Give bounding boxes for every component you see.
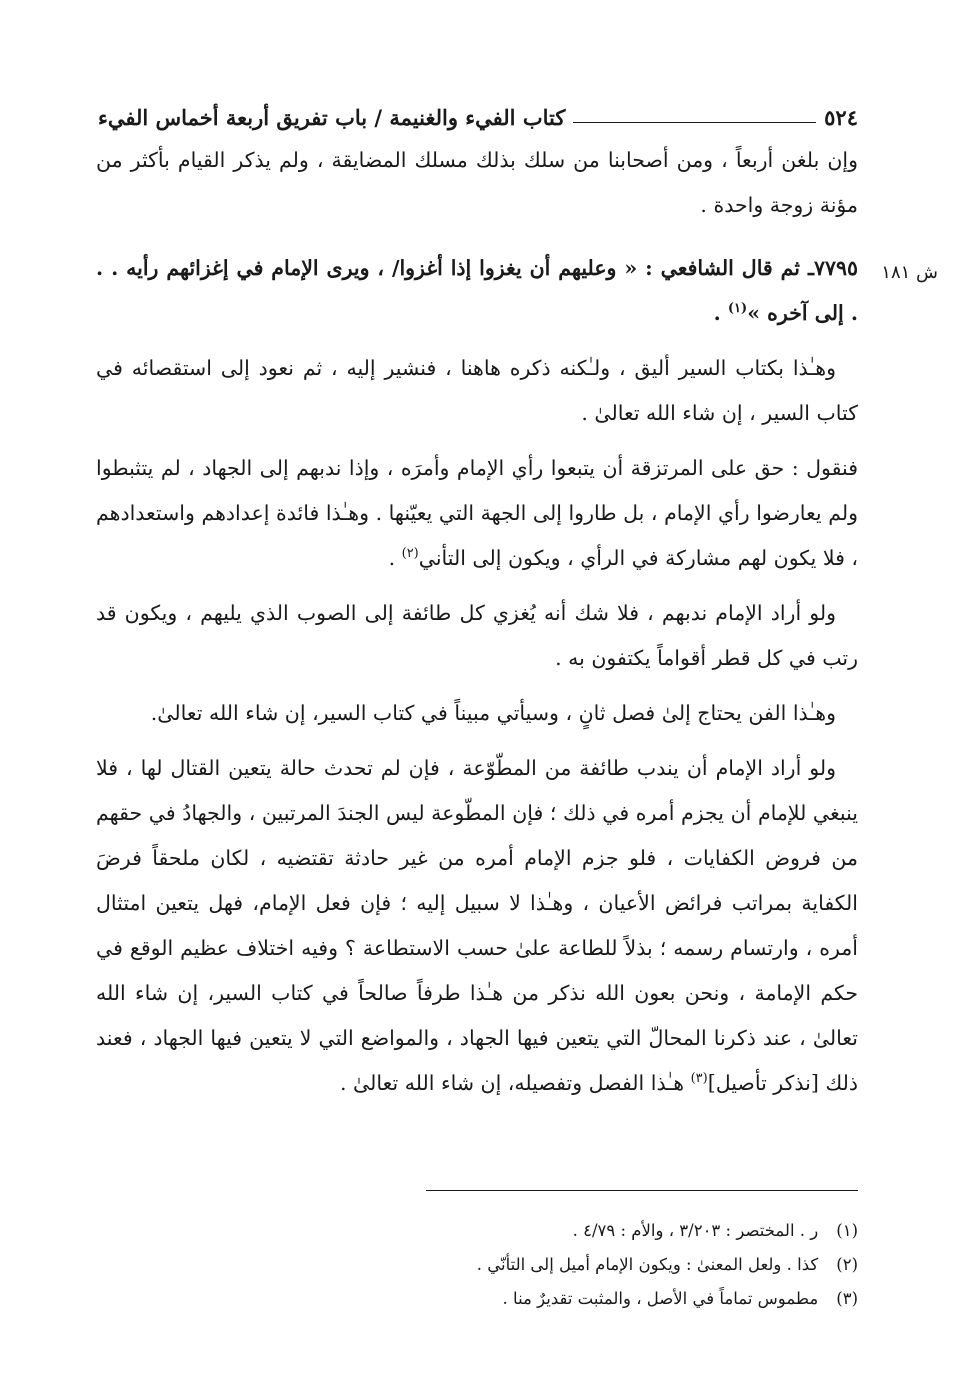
paragraph-end: . <box>388 546 402 570</box>
footnote-text: كذا . ولعل المعنىٰ : ويكون الإمام أميل إلى التأنّي . <box>476 1255 819 1274</box>
margin-note: ش ١٨١ <box>881 262 938 283</box>
footnote <box>96 1248 858 1282</box>
footnote-ref: (١) <box>727 301 748 317</box>
paragraph: وهـٰذا الفن يحتاج إلىٰ فصل ثانٍ ، وسيأتي مبيناً في كتاب السير، إن شاء الله تعالىٰ. <box>150 701 836 725</box>
running-header <box>98 90 858 130</box>
footnote <box>96 1214 858 1248</box>
paragraph-end: . <box>713 301 728 325</box>
main-text <box>96 138 858 1116</box>
page-number: ٥٢٤ <box>824 105 858 130</box>
paragraph: ولو أراد الإمام ندبهم ، فلا شك أنه يُغزي كل طائفة إلى الصوب الذي يليهم ، ويكون قد رتب في كل قطر أقواماً يكتفون به . <box>96 601 858 670</box>
paragraph: وهـٰذا بكتاب السير أليق ، ولـٰكنه ذكره هاهنا ، فنشير إليه ، ثم نعود إلى استقصائه في كتاب السير ، إن شاء الله تعالىٰ . <box>96 356 858 425</box>
section-text: ٧٧٩٥ـ ثم قال الشافعي : « وعليهم أن يغزوا إذا أغزوا/ ، ويرى الإمام في إغزائهم رأيه . . . إلى آخره » <box>96 256 858 325</box>
footnote-number: (٣) <box>836 1289 858 1308</box>
paragraph <box>96 446 858 581</box>
paragraph: وإن بلغن أربعاً ، ومن أصحابنا من سلك بذلك مسلك المضايقة ، ولم يذكر القيام بأكثر من مؤنة زوجة واحدة . <box>96 148 858 217</box>
footnote-ref: (٣) <box>690 1071 708 1087</box>
paragraph-end: هـٰذا الفصل وتفصيله، إن شاء الله تعالىٰ . <box>339 1071 691 1095</box>
footnote-number: (١) <box>836 1221 858 1240</box>
footnote-number: (٢) <box>836 1255 858 1274</box>
footnote <box>96 1282 858 1316</box>
paragraph-text: ولو أراد الإمام أن يندب طائفة من المطّوّعة ، فإن لم تحدث حالة يتعين القتال لها ، فلا ينبغي للإمام أن يجزم أمره في ذلك ؛ فإن المطّوعة ليس الجندَ المرتبين ، والجهادُ في حقهم من فروض الكفايات ، فلو جزم الإمام أمره من غير حادثة تقتضيه ، لكان ملحقاً فرضَ الكفاية بمراتب فرائض الأعيان ، وهـٰذا لا سبيل إليه ؛ فإن فعل الإمام، فهل يتعين امتثال أمره ، وارتسام رسمه ؛ بذلاً للطاعة علىٰ حسب الاستطاعة ؟ وفيه اختلاف عظيم الوقع في حكم الإمامة ، ونحن بعون الله نذكر من هـٰذا طرفاً صالحاً في كتاب السير، إن شاء الله تعالىٰ ، عند ذكرنا المحالّ التي يتعين فيها الجهاد ، والمواضع التي لا يتعين فيها الجهاد ، فعند ذلك [نذكر تأصيل] <box>96 756 858 1095</box>
header-rule <box>573 122 816 123</box>
paragraph <box>96 746 858 1106</box>
footnote-text: ر . المختصر : ٣/٢٠٣ ، والأم : ٤/٧٩ . <box>572 1221 819 1240</box>
footnote-divider <box>426 1190 858 1191</box>
footnote-ref: (٢) <box>401 546 419 562</box>
section-heading-paragraph <box>96 246 858 336</box>
running-title: كتاب الفيء والغنيمة / باب تفريق أربعة أخماس الفيء <box>98 105 566 130</box>
footnote-text: مطموس تماماً في الأصل ، والمثبت تقديرٌ منا . <box>502 1289 819 1308</box>
footnotes <box>96 1214 858 1316</box>
paragraph-text: فنقول : حق على المرتزقة أن يتبعوا رأي الإمام وأمرَه ، وإذا ندبهم إلى الجهاد ، لم يتثبطوا ولم يعارضوا رأي الإمام ، بل طاروا إلى الجهة التي يعيّنها . وهـٰذا فائدة إعدادهم واستعدادهم ، فلا يكون لهم مشاركة في الرأي ، ويكون إلى التأني <box>96 456 858 570</box>
